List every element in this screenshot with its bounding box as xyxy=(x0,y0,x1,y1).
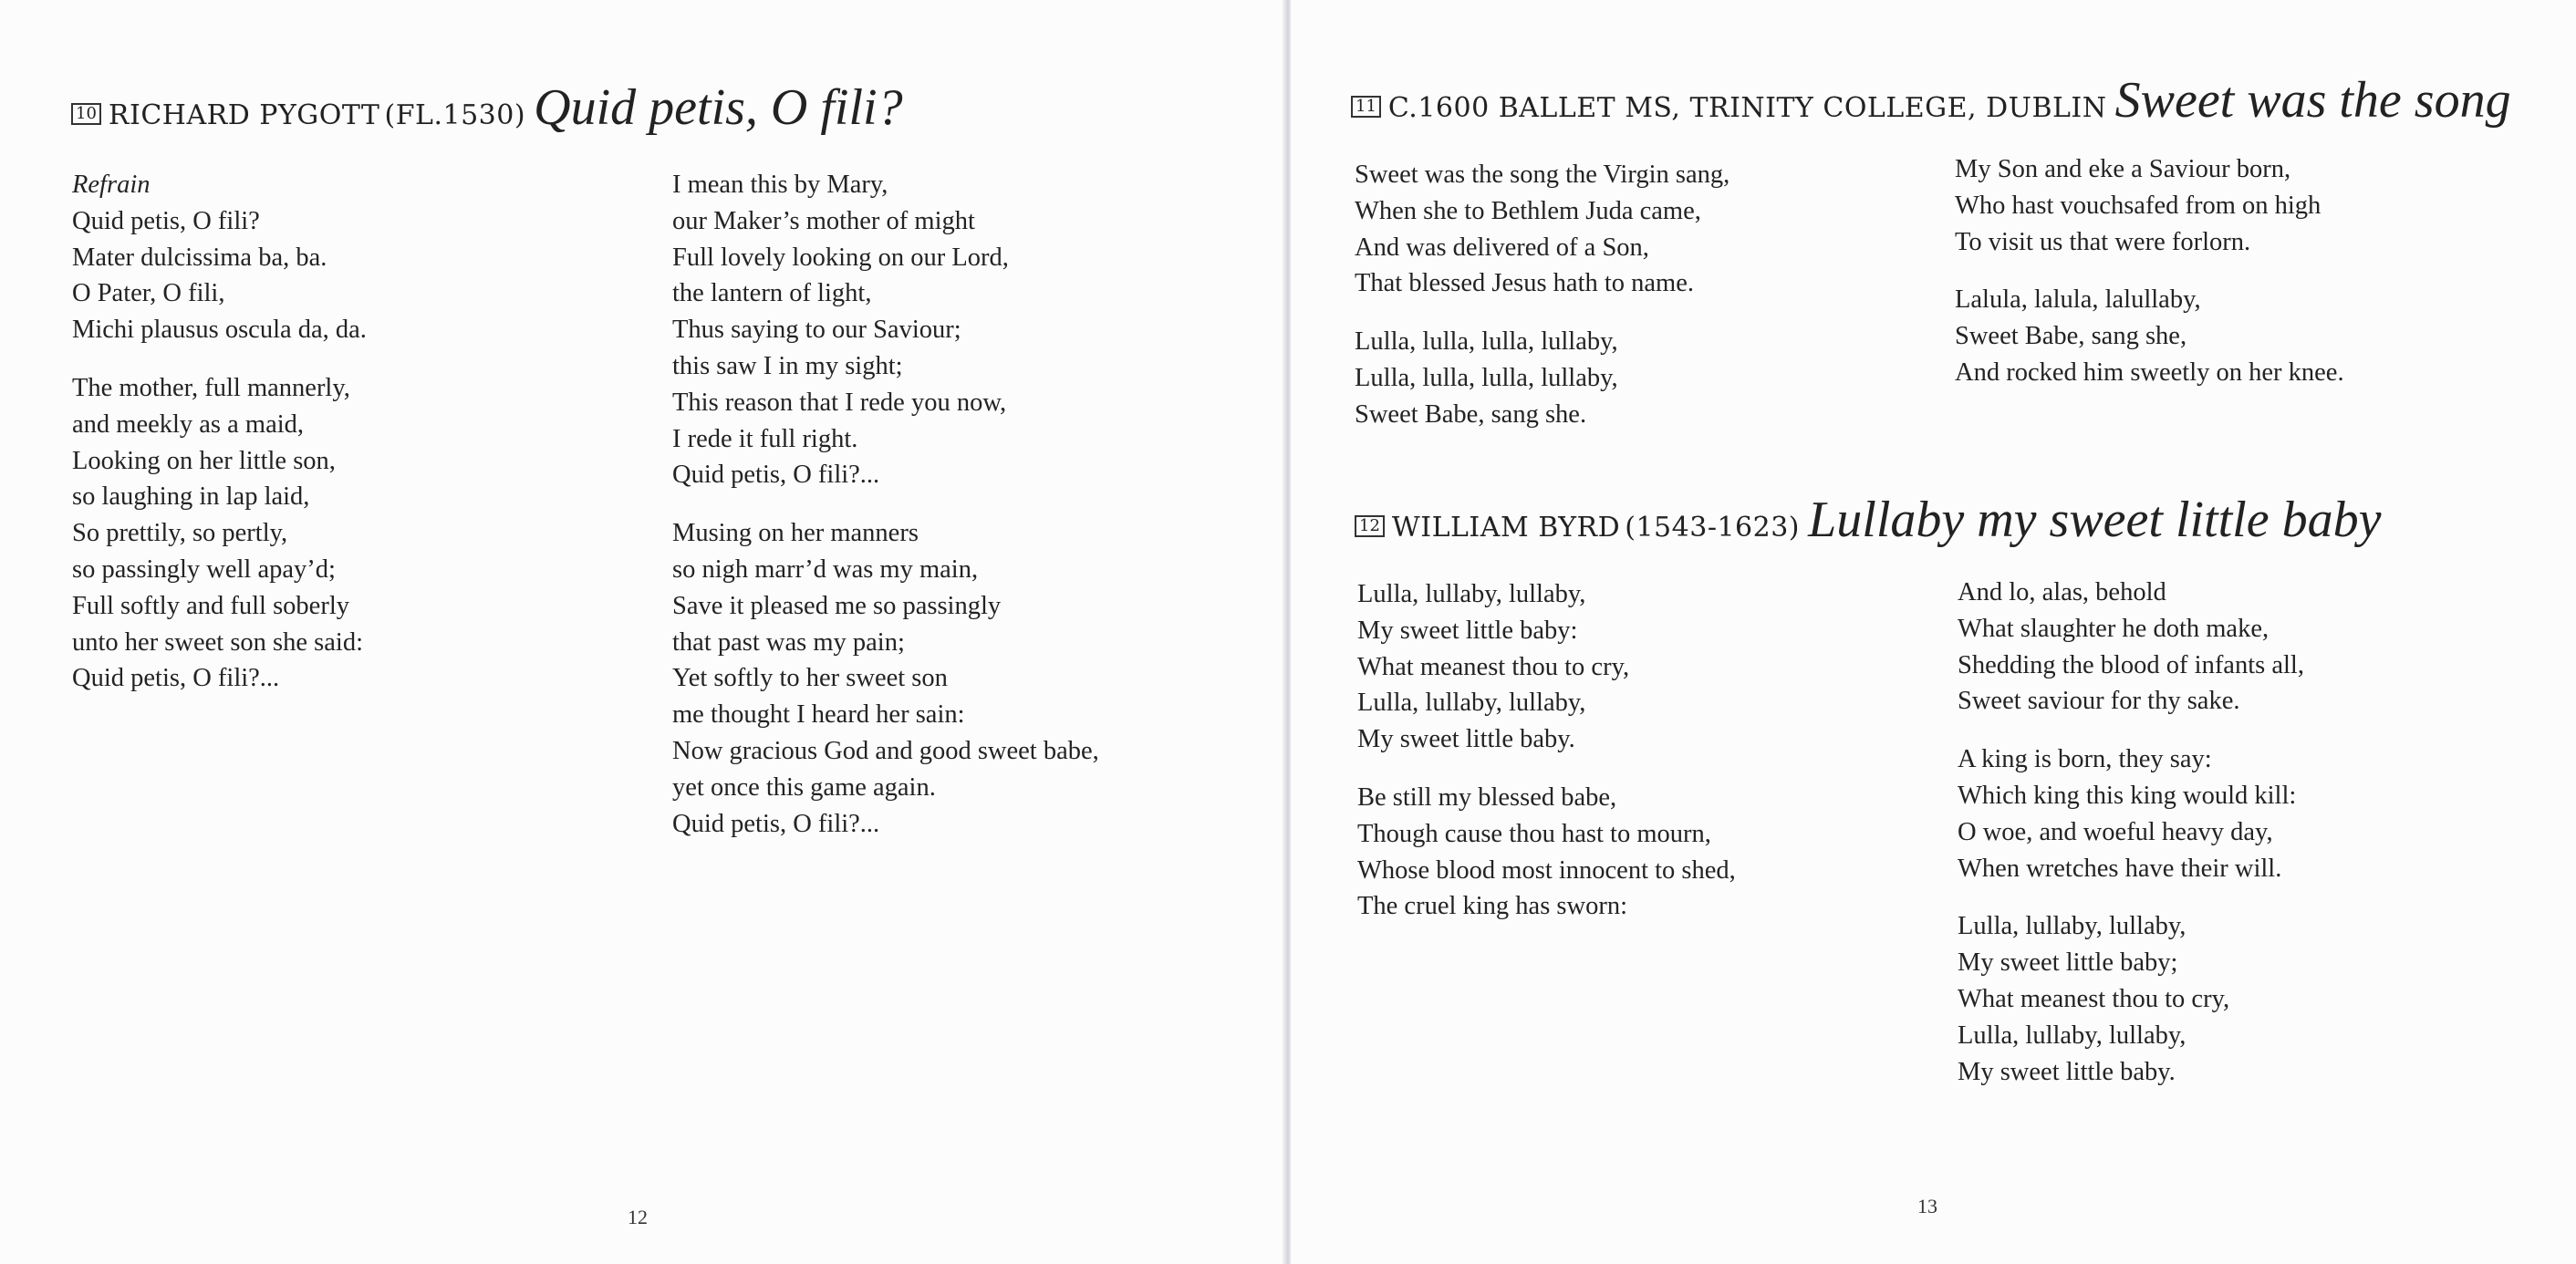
lyric-line: When wretches have their will. xyxy=(1958,854,2282,883)
piece-heading-10 xyxy=(71,78,903,137)
piece-heading-12 xyxy=(1355,491,2381,549)
stanza xyxy=(1955,151,2344,260)
lyric-line: yet once this game again. xyxy=(672,772,936,802)
lyric-line: To visit us that were forlorn. xyxy=(1955,227,2251,256)
stanza xyxy=(1955,282,2344,390)
work-title: Sweet was the song xyxy=(2114,72,2511,129)
lyric-line: our Maker’s mother of might xyxy=(672,206,975,235)
lyric-line: A king is born, they say: xyxy=(1958,745,2212,774)
lyric-line: My sweet little baby. xyxy=(1958,1057,2176,1086)
composer-name: C.1600 BALLET MS, TRINITY COLLEGE, DUBLIN xyxy=(1387,92,2107,124)
lyric-line: Be still my blessed babe, xyxy=(1357,782,1617,812)
stanza xyxy=(1357,780,1736,925)
lyric-line: Save it pleased me so passingly xyxy=(672,591,1002,620)
stanza xyxy=(1357,576,1736,758)
lyric-line: So prettily, so pertly, xyxy=(72,519,288,548)
stanza xyxy=(72,370,367,697)
stanza xyxy=(1355,324,1729,432)
lyric-line: Lulla, lulla, lulla, lullaby, xyxy=(1355,327,1618,357)
lyric-line: Who hast vouchsafed from on high xyxy=(1955,191,2322,220)
lyric-line: Now gracious God and good sweet babe, xyxy=(672,736,1099,765)
composer-name: RICHARD PYGOTT xyxy=(108,99,380,131)
lyric-line: My sweet little baby: xyxy=(1357,616,1578,645)
composer-name: WILLIAM BYRD xyxy=(1391,512,1621,544)
work-title: Lullaby my sweet little baby xyxy=(1808,492,2382,548)
lyric-line: Sweet saviour for thy sake. xyxy=(1958,687,2240,716)
lyric-line: Full softly and full soberly xyxy=(72,591,349,620)
lyric-line: the lantern of light, xyxy=(672,279,872,308)
page-number: 12 xyxy=(628,1206,648,1228)
lyric-line: What meanest thou to cry, xyxy=(1357,652,1630,681)
lyric-line: Quid petis, O fili? xyxy=(72,206,260,235)
lyric-line: My sweet little baby; xyxy=(1958,948,2178,978)
lyric-line: Michi plausus oscula da, da. xyxy=(72,316,367,345)
lyric-line: And was delivered of a Son, xyxy=(1355,233,1649,262)
lyric-line: I rede it full right. xyxy=(672,424,858,453)
stanza xyxy=(72,167,367,348)
stanza xyxy=(1958,908,2304,1090)
lyric-line: Sweet was the song the Virgin sang, xyxy=(1355,161,1730,189)
lyric-line: Yet softly to her sweet son xyxy=(672,664,948,693)
lyric-line: What slaughter he doth make, xyxy=(1958,614,2270,643)
lyric-line: Lulla, lullaby, lullaby, xyxy=(1357,580,1586,608)
lyric-line: Shedding the blood of infants all, xyxy=(1958,650,2304,679)
lyric-line: Lalula, lalula, lalullaby, xyxy=(1955,285,2201,315)
lyrics-column-2 xyxy=(1955,151,2344,413)
lyric-line: Lulla, lullaby, lullaby, xyxy=(1357,689,1586,718)
lyric-line: Full lovely looking on our Lord, xyxy=(672,243,1009,272)
lyric-line: And rocked him sweetly on her knee. xyxy=(1955,357,2344,387)
stanza xyxy=(1958,741,2304,886)
lyric-line: My Son and eke a Saviour born, xyxy=(1955,155,2291,183)
lyric-line: unto her sweet son she said: xyxy=(72,627,363,657)
track-number: 10 xyxy=(71,103,101,125)
lyric-line: O woe, and woeful heavy day, xyxy=(1958,817,2273,846)
left-page xyxy=(0,0,1285,1264)
lyric-line: this saw I in my sight; xyxy=(672,351,903,380)
lyric-line: and meekly as a maid, xyxy=(72,409,305,439)
lyric-line: so laughing in lap laid, xyxy=(72,482,310,512)
lyric-line: Looking on her little son, xyxy=(72,446,336,475)
lyric-line: Thus saying to our Saviour; xyxy=(672,316,961,345)
stanza xyxy=(1355,157,1729,302)
lyric-line: so passingly well apay’d; xyxy=(72,554,336,584)
lyrics-column-1 xyxy=(1355,157,1729,455)
lyric-line: so nigh marr’d was my main, xyxy=(672,554,979,584)
track-number: 11 xyxy=(1351,96,1381,118)
lyric-line: Lulla, lullaby, lullaby, xyxy=(1958,1021,2186,1050)
work-title: Quid petis, O fili? xyxy=(534,79,903,136)
right-page xyxy=(1291,0,2576,1264)
lyric-line: Musing on her manners xyxy=(672,519,919,548)
lyric-line: The cruel king has sworn: xyxy=(1357,892,1628,921)
lyric-line: This reason that I rede you now, xyxy=(672,388,1007,417)
lyric-line: Mater dulcissima ba, ba. xyxy=(72,243,327,272)
page-number: 13 xyxy=(1917,1195,1937,1217)
lyric-line: What meanest thou to cry, xyxy=(1958,984,2230,1013)
lyric-line: I mean this by Mary, xyxy=(672,171,888,199)
lyrics-column-2 xyxy=(672,167,1099,864)
composer-dates: (1543-1623) xyxy=(1625,512,1801,544)
track-number: 12 xyxy=(1355,515,1385,537)
lyric-line: Lulla, lulla, lulla, lullaby, xyxy=(1355,363,1618,392)
lyric-line: me thought I heard her sain: xyxy=(672,700,965,730)
lyric-line: Sweet Babe, sang she. xyxy=(1355,399,1587,429)
lyric-line: That blessed Jesus hath to name. xyxy=(1355,269,1695,298)
composer-dates: (FL.1530) xyxy=(384,99,526,131)
lyrics-column-2 xyxy=(1958,575,2304,1112)
lyrics-column-1 xyxy=(1357,576,1736,947)
lyrics-column-1 xyxy=(72,167,367,719)
lyric-line: Quid petis, O fili?... xyxy=(672,461,880,490)
refrain-label: Refrain xyxy=(72,171,151,199)
lyric-line: My sweet little baby. xyxy=(1357,725,1575,754)
lyric-line: Sweet Babe, sang she, xyxy=(1955,322,2187,351)
lyric-line: Lulla, lullaby, lullaby, xyxy=(1958,912,2186,941)
lyric-line: And lo, alas, behold xyxy=(1958,578,2166,606)
lyric-line: that past was my pain; xyxy=(672,627,905,657)
lyric-line: When she to Bethlem Juda came, xyxy=(1355,196,1701,225)
lyric-line: Whose blood most innocent to shed, xyxy=(1357,855,1736,885)
lyric-line: Which king this king would kill: xyxy=(1958,781,2297,810)
lyric-line: Quid petis, O fili?... xyxy=(72,664,280,693)
lyric-line: Quid petis, O fili?... xyxy=(672,809,880,838)
lyric-line: O Pater, O fili, xyxy=(72,279,225,308)
stanza xyxy=(672,167,1099,493)
stanza xyxy=(672,515,1099,842)
stanza xyxy=(1958,575,2304,720)
piece-heading-11 xyxy=(1351,71,2511,130)
lyric-line: Though cause thou hast to mourn, xyxy=(1357,819,1711,848)
lyric-line: The mother, full mannerly, xyxy=(72,373,350,402)
